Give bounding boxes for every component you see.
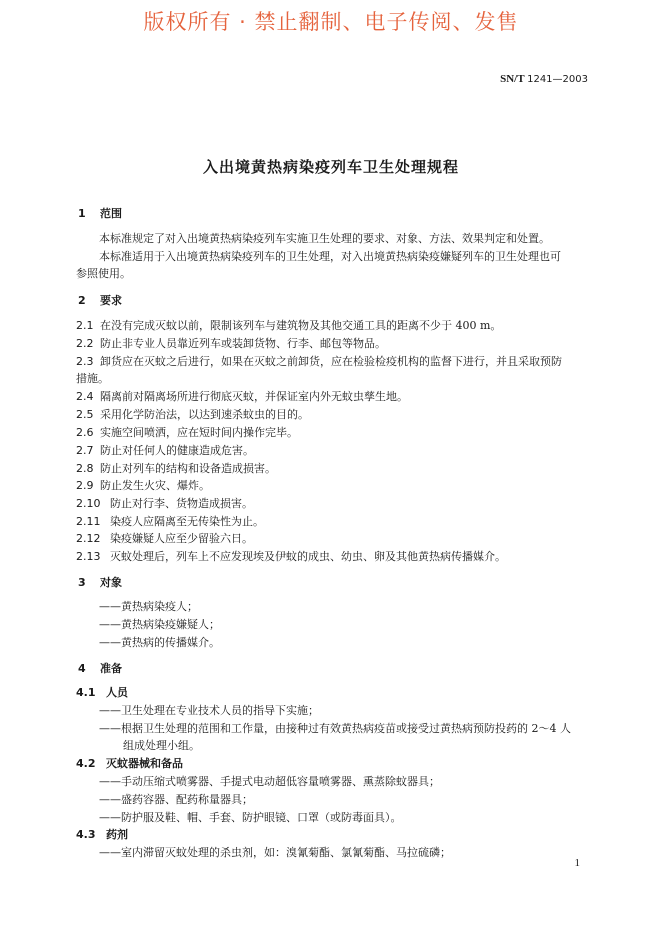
subsection-title: 灭蚊器械和备品 xyxy=(106,757,183,770)
clause-number: 2.8 xyxy=(76,462,94,475)
section-number: 3 xyxy=(78,576,86,589)
clause-number: 2.12 xyxy=(76,532,101,545)
list-item: ——室内滞留灭蚊处理的杀虫剂，如：溴氰菊酯、氯氰菊酯、马拉硫磷； xyxy=(99,846,451,859)
subsection-number: 4.3 xyxy=(76,828,96,841)
standard-number: 1241—2003 xyxy=(527,74,588,85)
clause-text: 防止发生火灾、爆炸。 xyxy=(100,479,210,492)
list-item: ——盛药容器、配药称量器具； xyxy=(99,793,253,806)
section-title: 要求 xyxy=(100,294,122,307)
document-title: 入出境黄热病染疫列车卫生处理规程 xyxy=(202,158,459,176)
clause-text: 防止对行李、货物造成损害。 xyxy=(110,497,253,510)
section-number: 2 xyxy=(78,294,86,307)
section-number: 1 xyxy=(78,207,86,220)
section-3-heading xyxy=(78,576,122,590)
subsection-4-1-heading xyxy=(76,686,128,700)
clause-text: 灭蚊处理后，列车上不应发现埃及伊蚊的成虫、幼虫、卵及其他黄热病传播媒介。 xyxy=(110,550,506,563)
clause xyxy=(76,479,210,493)
paragraph: 参照使用。 xyxy=(76,267,131,280)
clause-text: 实施空间喷洒，应在短时间内操作完毕。 xyxy=(100,426,298,439)
clause xyxy=(76,390,408,404)
list-item: ——黄热病染疫嫌疑人； xyxy=(99,618,220,631)
list-item: ——黄热病染疫人； xyxy=(99,600,198,613)
clause-text: 染疫嫌疑人应至少留验六日。 xyxy=(110,532,253,545)
clause xyxy=(76,319,501,333)
clause xyxy=(76,497,253,511)
clause-text: 防止非专业人员靠近列车或装卸货物、行李、邮包等物品。 xyxy=(100,337,386,350)
list-item: ——防护服及鞋、帽、手套、防护眼镜、口罩（或防毒面具）。 xyxy=(99,811,402,824)
subsection-4-3-heading xyxy=(76,828,128,842)
clause-number: 2.10 xyxy=(76,497,101,510)
section-4-heading xyxy=(78,662,122,676)
subsection-title: 药剂 xyxy=(106,828,128,841)
clause-number: 2.13 xyxy=(76,550,101,563)
clause xyxy=(76,426,298,440)
clause xyxy=(76,462,276,476)
clause-text: 防止对列车的结构和设备造成损害。 xyxy=(100,462,276,475)
clause-text: 染疫人应隔离至无传染性为止。 xyxy=(110,515,264,528)
clause-number: 2.2 xyxy=(76,337,94,350)
clause-text: 隔离前对隔离场所进行彻底灭蚊，并保证室内外无蚊虫孳生地。 xyxy=(100,390,408,403)
page-number: 1 xyxy=(574,857,580,869)
section-1-heading xyxy=(78,207,122,221)
clause-text: 卸货应在灭蚊之后进行，如果在灭蚊之前卸货，应在检验检疫机构的监督下进行，并且采取预防 xyxy=(100,355,562,368)
list-item: ——手动压缩式喷雾器、手提式电动超低容量喷雾器、熏蒸除蚊器具； xyxy=(99,775,440,788)
clause-number: 2.11 xyxy=(76,515,101,528)
subsection-number: 4.2 xyxy=(76,757,96,770)
clause-text: 在没有完成灭蚊以前，限制该列车与建筑物及其他交通工具的距离不少于 400 m。 xyxy=(100,319,502,332)
list-item: ——卫生处理在专业技术人员的指导下实施； xyxy=(99,704,319,717)
section-2-heading xyxy=(78,294,122,308)
standard-prefix: SN/T xyxy=(500,73,525,85)
paragraph: 本标准规定了对入出境黄热病染疫列车实施卫生处理的要求、对象、方法、效果判定和处置。 xyxy=(99,232,550,245)
section-title: 对象 xyxy=(100,576,122,589)
section-title: 准备 xyxy=(100,662,122,675)
clause xyxy=(76,532,253,546)
standard-code xyxy=(500,73,588,85)
clause xyxy=(76,444,254,458)
list-item-continuation: 组成处理小组。 xyxy=(123,739,200,752)
clause xyxy=(76,515,264,529)
clause-text: 采用化学防治法，以达到速杀蚊虫的目的。 xyxy=(100,408,309,421)
clause-number: 2.9 xyxy=(76,479,94,492)
section-title: 范围 xyxy=(100,207,122,220)
clause xyxy=(76,337,386,351)
subsection-4-2-heading xyxy=(76,757,183,771)
clause-number: 2.4 xyxy=(76,390,94,403)
list-item: ——根据卫生处理的范围和工作量，由接种过有效黄热病疫苗或接受过黄热病预防投药的 2～4 人 xyxy=(99,722,571,735)
clause xyxy=(76,408,309,422)
watermark: 版权所有 · 禁止翻制、电子传阅、发售 xyxy=(143,10,519,34)
clause-number: 2.3 xyxy=(76,355,94,368)
section-number: 4 xyxy=(78,662,86,675)
list-item: ——黄热病的传播媒介。 xyxy=(99,636,220,649)
clause-number: 2.7 xyxy=(76,444,94,457)
clause xyxy=(76,355,562,369)
clause-number: 2.5 xyxy=(76,408,94,421)
subsection-title: 人员 xyxy=(106,686,128,699)
clause-number: 2.1 xyxy=(76,319,94,332)
clause xyxy=(76,550,506,564)
clause-text: 防止对任何人的健康造成危害。 xyxy=(100,444,254,457)
clause-continuation: 措施。 xyxy=(76,372,109,385)
subsection-number: 4.1 xyxy=(76,686,96,699)
clause-number: 2.6 xyxy=(76,426,94,439)
paragraph: 本标准适用于入出境黄热病染疫列车的卫生处理，对入出境黄热病染疫嫌疑列车的卫生处理也可 xyxy=(99,250,561,263)
